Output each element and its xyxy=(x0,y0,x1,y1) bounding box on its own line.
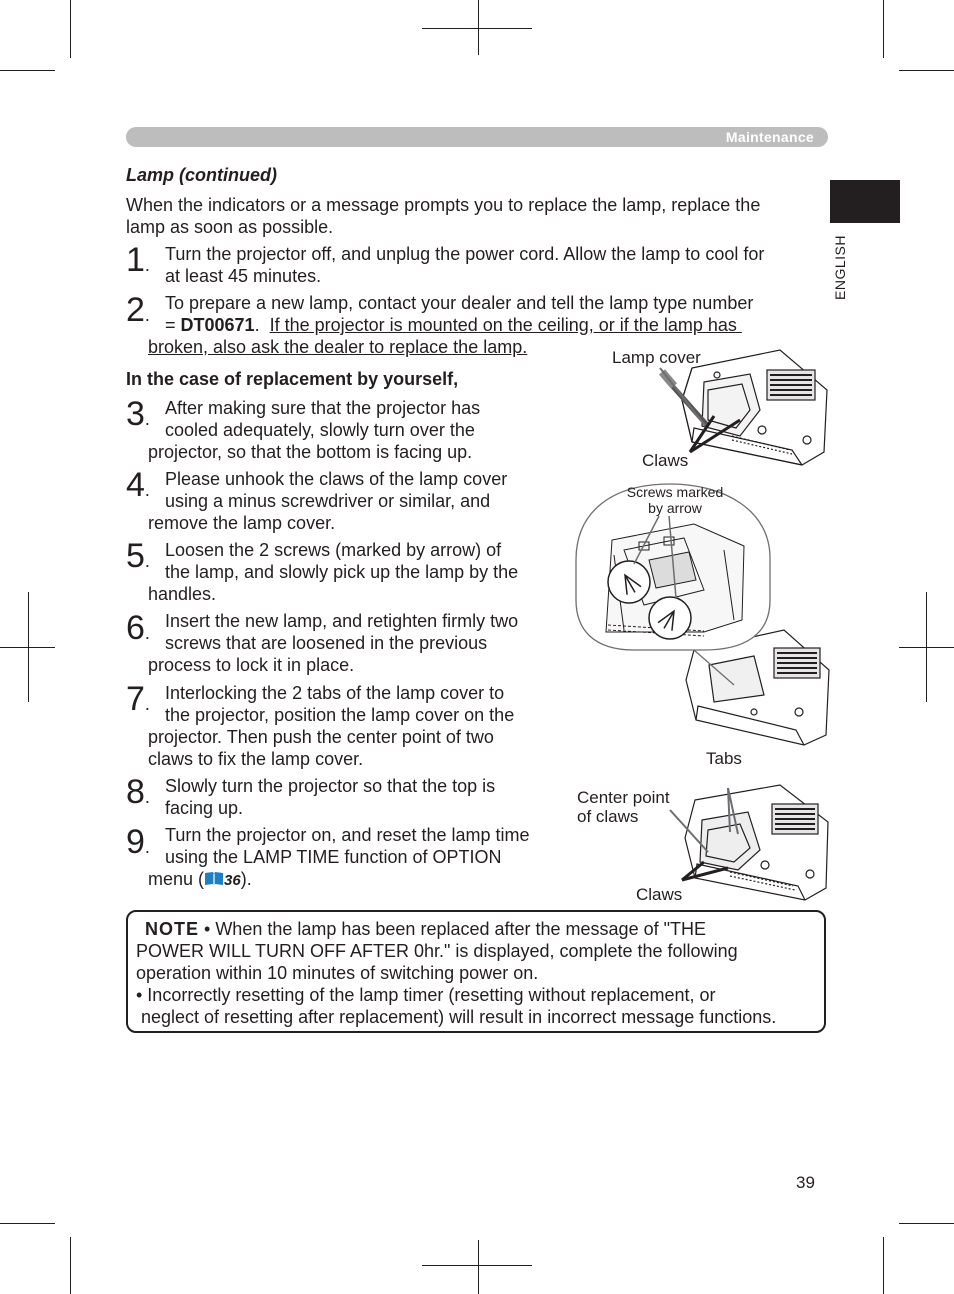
ceiling-warning: If the projector is mounted on the ceiling, or if the lamp has xyxy=(269,315,742,335)
step-text: at least 45 minutes. xyxy=(165,266,322,286)
label-screws: Screws marked by arrow xyxy=(626,484,724,516)
step-text: Slowly turn the projector so that the top is xyxy=(165,776,496,796)
label-tabs: Tabs xyxy=(706,749,742,768)
section-title: Maintenance xyxy=(725,129,814,145)
label-claws: Claws xyxy=(636,885,683,904)
crop-mark xyxy=(422,1265,532,1266)
step-number: 6. xyxy=(126,609,150,647)
label-center-point: Center point of claws xyxy=(577,788,670,826)
step-text: handles. xyxy=(148,584,217,604)
note-badge: NOTE xyxy=(145,919,200,939)
step-text: To prepare a new lamp, contact your dealer and tell the lamp type number xyxy=(165,293,754,313)
step-text: Interlocking the 2 tabs of the lamp cover to xyxy=(165,683,505,703)
step-number: 5. xyxy=(126,537,150,575)
crop-mark xyxy=(70,0,71,58)
ceiling-warning: broken, also ask the dealer to replace the lamp. xyxy=(148,337,528,357)
step-text: claws to fix the lamp cover. xyxy=(148,749,364,769)
step-number: 7. xyxy=(126,680,150,718)
crop-mark xyxy=(883,1237,884,1294)
step-text: Turn the projector on, and reset the lamp time xyxy=(165,825,530,845)
step-text: screws that are loosened in the previous xyxy=(165,633,488,653)
step-text: menu ( 36). xyxy=(148,869,252,889)
step-text: Loosen the 2 screws (marked by arrow) of xyxy=(165,540,502,560)
step-number: 9. xyxy=(126,823,150,861)
crop-mark xyxy=(478,1240,479,1294)
label-claws: Claws xyxy=(642,451,689,470)
crop-mark xyxy=(70,1237,71,1294)
step-number: 2. xyxy=(126,291,150,329)
step-text: cooled adequately, slowly turn over the xyxy=(165,420,475,440)
step-text: projector, so that the bottom is facing up. xyxy=(148,442,473,462)
step-text: projector. Then push the center point of two xyxy=(148,727,494,747)
label-lamp-cover: Lamp cover xyxy=(612,348,701,367)
intro-line: When the indicators or a message prompts you to replace the lamp, replace the xyxy=(126,195,761,215)
step-text: using a minus screwdriver or similar, and xyxy=(165,491,491,511)
crop-mark xyxy=(0,70,55,71)
step-text: After making sure that the projector has xyxy=(165,398,481,418)
crop-mark xyxy=(883,0,884,58)
intro-line: lamp as soon as possible. xyxy=(126,217,334,237)
note-line: neglect of resetting after replacement) will result in incorrect message functions. xyxy=(136,1007,777,1027)
note-line: • Incorrectly resetting of the lamp timer (resetting without replacement, or xyxy=(136,985,716,1005)
note-line: operation within 10 minutes of switching power on. xyxy=(136,963,539,983)
page-reference-link[interactable]: 36 xyxy=(224,872,241,889)
step-text: process to lock it in place. xyxy=(148,655,355,675)
crop-mark xyxy=(899,647,954,648)
section-header-bar xyxy=(126,127,828,147)
crop-mark xyxy=(422,28,532,29)
crop-mark xyxy=(899,70,954,71)
step-text: the lamp, and slowly pick up the lamp by the xyxy=(165,562,519,582)
step-text: remove the lamp cover. xyxy=(148,513,336,533)
section-heading: In the case of replacement by yourself, xyxy=(126,369,459,389)
step-number: 8. xyxy=(126,773,150,811)
lamp-type-code: DT00671 xyxy=(180,315,255,335)
step-text: = DT00671. If the projector is mounted on the ceiling, or if the lamp has xyxy=(165,315,742,335)
step-text: facing up. xyxy=(165,798,244,818)
step-number: 1. xyxy=(126,241,150,279)
book-icon xyxy=(204,871,224,887)
note-line: POWER WILL TURN OFF AFTER 0hr." is displayed, complete the following xyxy=(136,941,738,961)
language-tab xyxy=(830,180,900,223)
step-text: the projector, position the lamp cover on the xyxy=(165,705,515,725)
lamp-screws-illustration xyxy=(574,480,834,750)
step-number: 3. xyxy=(126,395,150,433)
page-subtitle: Lamp (continued) xyxy=(126,165,277,185)
step-text: using the LAMP TIME function of OPTION xyxy=(165,847,502,867)
crop-mark xyxy=(0,1223,55,1224)
crop-mark xyxy=(899,1223,954,1224)
step-text: Turn the projector off, and unplug the power cord. Allow the lamp to cool for xyxy=(165,244,765,264)
step-text: Insert the new lamp, and retighten firmly two xyxy=(165,611,519,631)
note-line: NOTE • When the lamp has been replaced after the message of "THE xyxy=(145,919,706,939)
step-text: Please unhook the claws of the lamp cover xyxy=(165,469,508,489)
step-number: 4. xyxy=(126,466,150,504)
crop-mark xyxy=(0,647,55,648)
language-label: ENGLISH xyxy=(832,235,848,300)
page-number: 39 xyxy=(796,1173,815,1192)
